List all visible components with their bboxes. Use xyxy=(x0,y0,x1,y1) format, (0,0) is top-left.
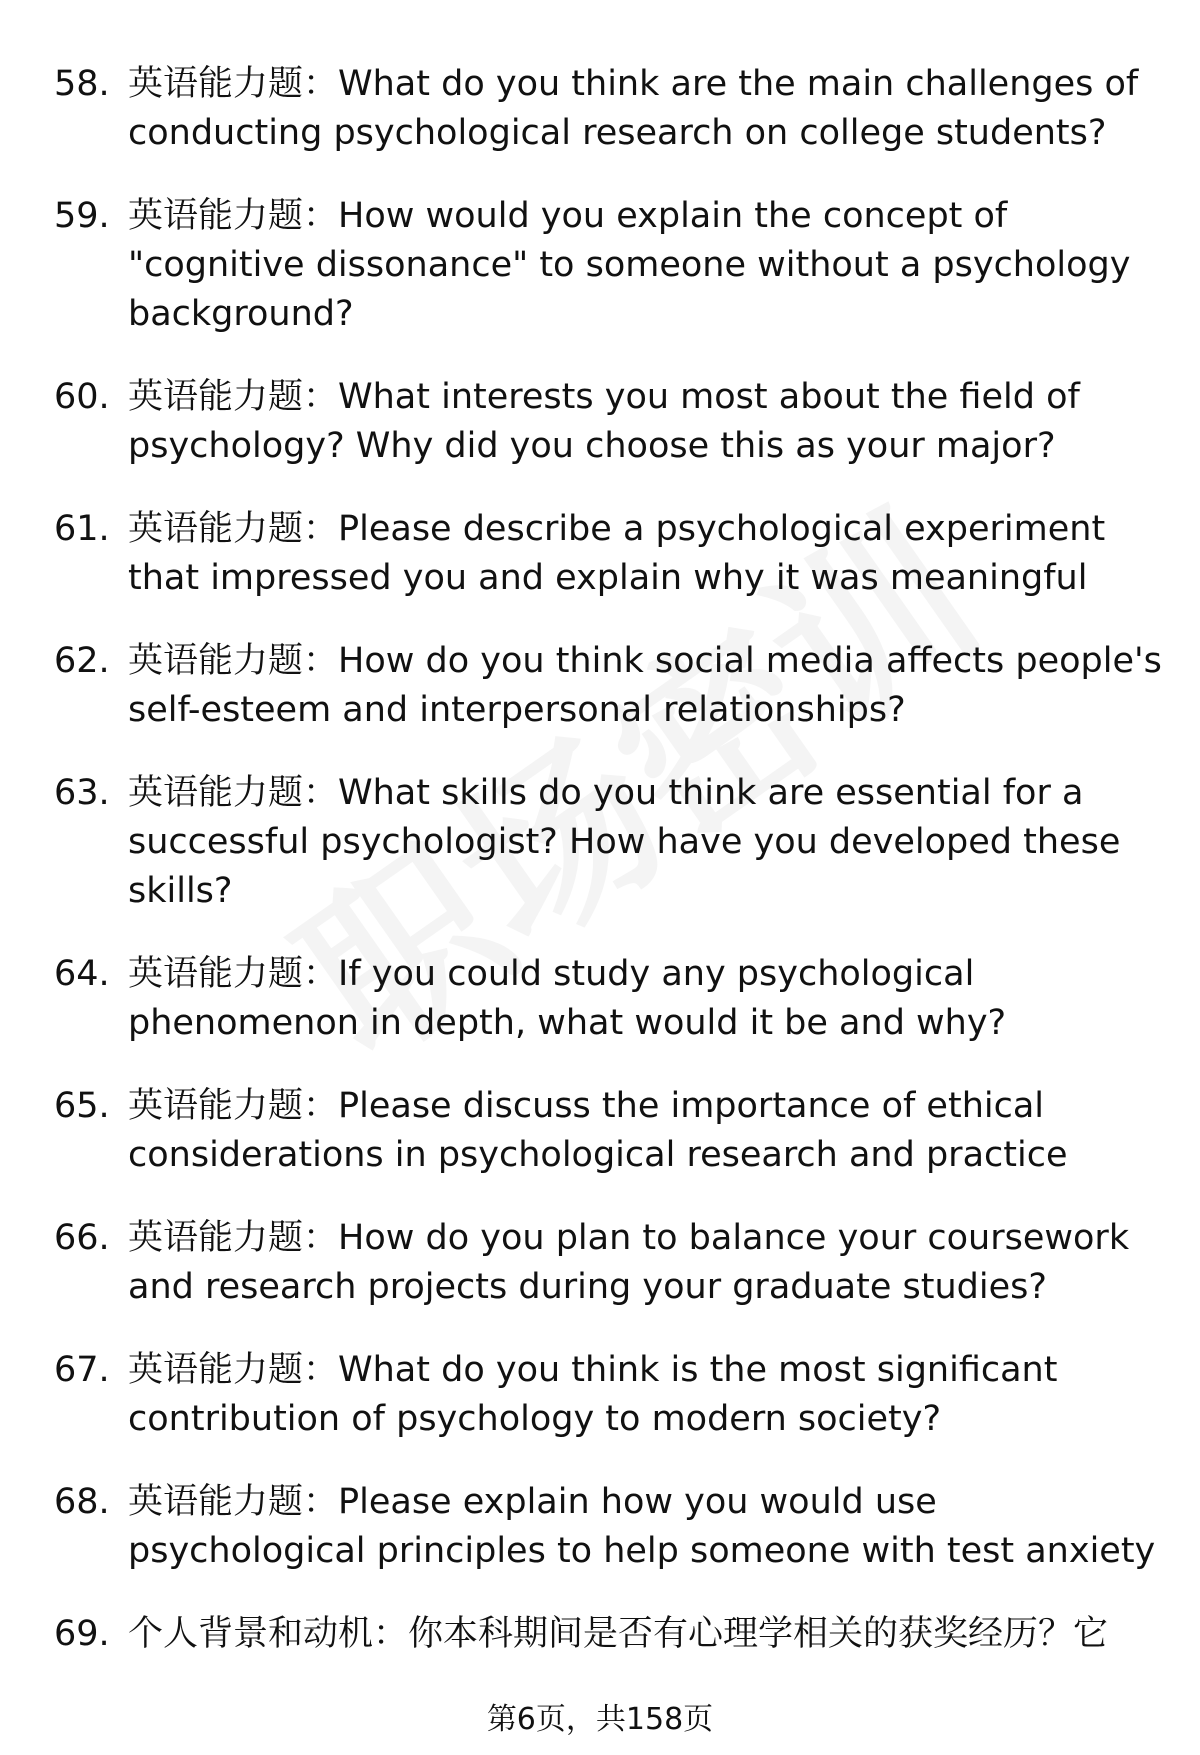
list-item xyxy=(54,637,1174,735)
question-body xyxy=(128,637,1174,735)
question-text: 你本科期间是否有心理学相关的获奖经历？它 xyxy=(408,1614,1109,1654)
question-number: 67. xyxy=(54,1350,110,1390)
question-number: 60. xyxy=(54,377,110,417)
list-item xyxy=(54,950,1174,1048)
list-item xyxy=(54,1346,1174,1444)
question-body xyxy=(128,192,1174,339)
question-text: How do you think social media affects people's self-esteem and interpersonal relationships? xyxy=(128,641,1162,730)
question-list xyxy=(54,60,1174,1693)
question-text: Please discuss the importance of ethical considerations in psychological research and practice xyxy=(128,1086,1068,1175)
question-body xyxy=(128,1346,1174,1444)
question-number: 62. xyxy=(54,641,110,681)
question-number: 61. xyxy=(54,509,110,549)
question-body xyxy=(128,1610,1174,1659)
question-body xyxy=(128,1082,1174,1180)
question-text: What skills do you think are essential for a successful psychologist? How have you developed these skills? xyxy=(128,773,1121,911)
list-item xyxy=(54,1610,1174,1659)
list-item xyxy=(54,1478,1174,1576)
question-tag: 英语能力题： xyxy=(128,1350,339,1390)
question-number: 58. xyxy=(54,64,110,104)
list-item xyxy=(54,1082,1174,1180)
page-number-footer: 第6页，共158页 xyxy=(486,1702,714,1737)
question-number: 64. xyxy=(54,954,110,994)
question-text: How do you plan to balance your coursework and research projects during your graduate studies? xyxy=(128,1218,1130,1307)
question-body xyxy=(128,1214,1174,1312)
question-number: 66. xyxy=(54,1218,110,1258)
question-body xyxy=(128,769,1174,916)
question-body xyxy=(128,505,1174,603)
question-tag: 英语能力题： xyxy=(128,64,339,104)
question-tag: 英语能力题： xyxy=(128,773,339,813)
list-item xyxy=(54,373,1174,471)
question-tag: 英语能力题： xyxy=(128,1218,339,1258)
question-tag: 英语能力题： xyxy=(128,377,339,417)
list-item xyxy=(54,192,1174,339)
question-body xyxy=(128,950,1174,1048)
question-number: 65. xyxy=(54,1086,110,1126)
question-tag: 英语能力题： xyxy=(128,1086,339,1126)
question-tag: 英语能力题： xyxy=(128,641,339,681)
question-body xyxy=(128,373,1174,471)
question-number: 69. xyxy=(54,1614,110,1654)
question-number: 63. xyxy=(54,773,110,813)
question-text: If you could study any psychological phenomenon in depth, what would it be and why? xyxy=(128,954,1007,1043)
question-text: How would you explain the concept of "cognitive dissonance" to someone without a psychology background? xyxy=(128,196,1131,334)
question-tag: 英语能力题： xyxy=(128,1482,339,1522)
list-item xyxy=(54,60,1174,158)
question-body xyxy=(128,60,1174,158)
question-text: Please describe a psychological experiment that impressed you and explain why it was meaningful xyxy=(128,509,1106,598)
list-item xyxy=(54,505,1174,603)
question-tag: 英语能力题： xyxy=(128,954,339,994)
question-text: What interests you most about the field of psychology? Why did you choose this as your major? xyxy=(128,377,1080,466)
question-text: What do you think are the main challenges of conducting psychological research on college students? xyxy=(128,64,1139,153)
question-tag: 英语能力题： xyxy=(128,509,339,549)
question-number: 59. xyxy=(54,196,110,236)
question-text: What do you think is the most significant contribution of psychology to modern society? xyxy=(128,1350,1058,1439)
list-item xyxy=(54,1214,1174,1312)
question-text: Please explain how you would use psychological principles to help someone with test anxiety xyxy=(128,1482,1156,1571)
question-tag: 个人背景和动机： xyxy=(128,1614,409,1654)
question-tag: 英语能力题： xyxy=(128,196,339,236)
question-number: 68. xyxy=(54,1482,110,1522)
list-item xyxy=(54,769,1174,916)
question-body xyxy=(128,1478,1174,1576)
